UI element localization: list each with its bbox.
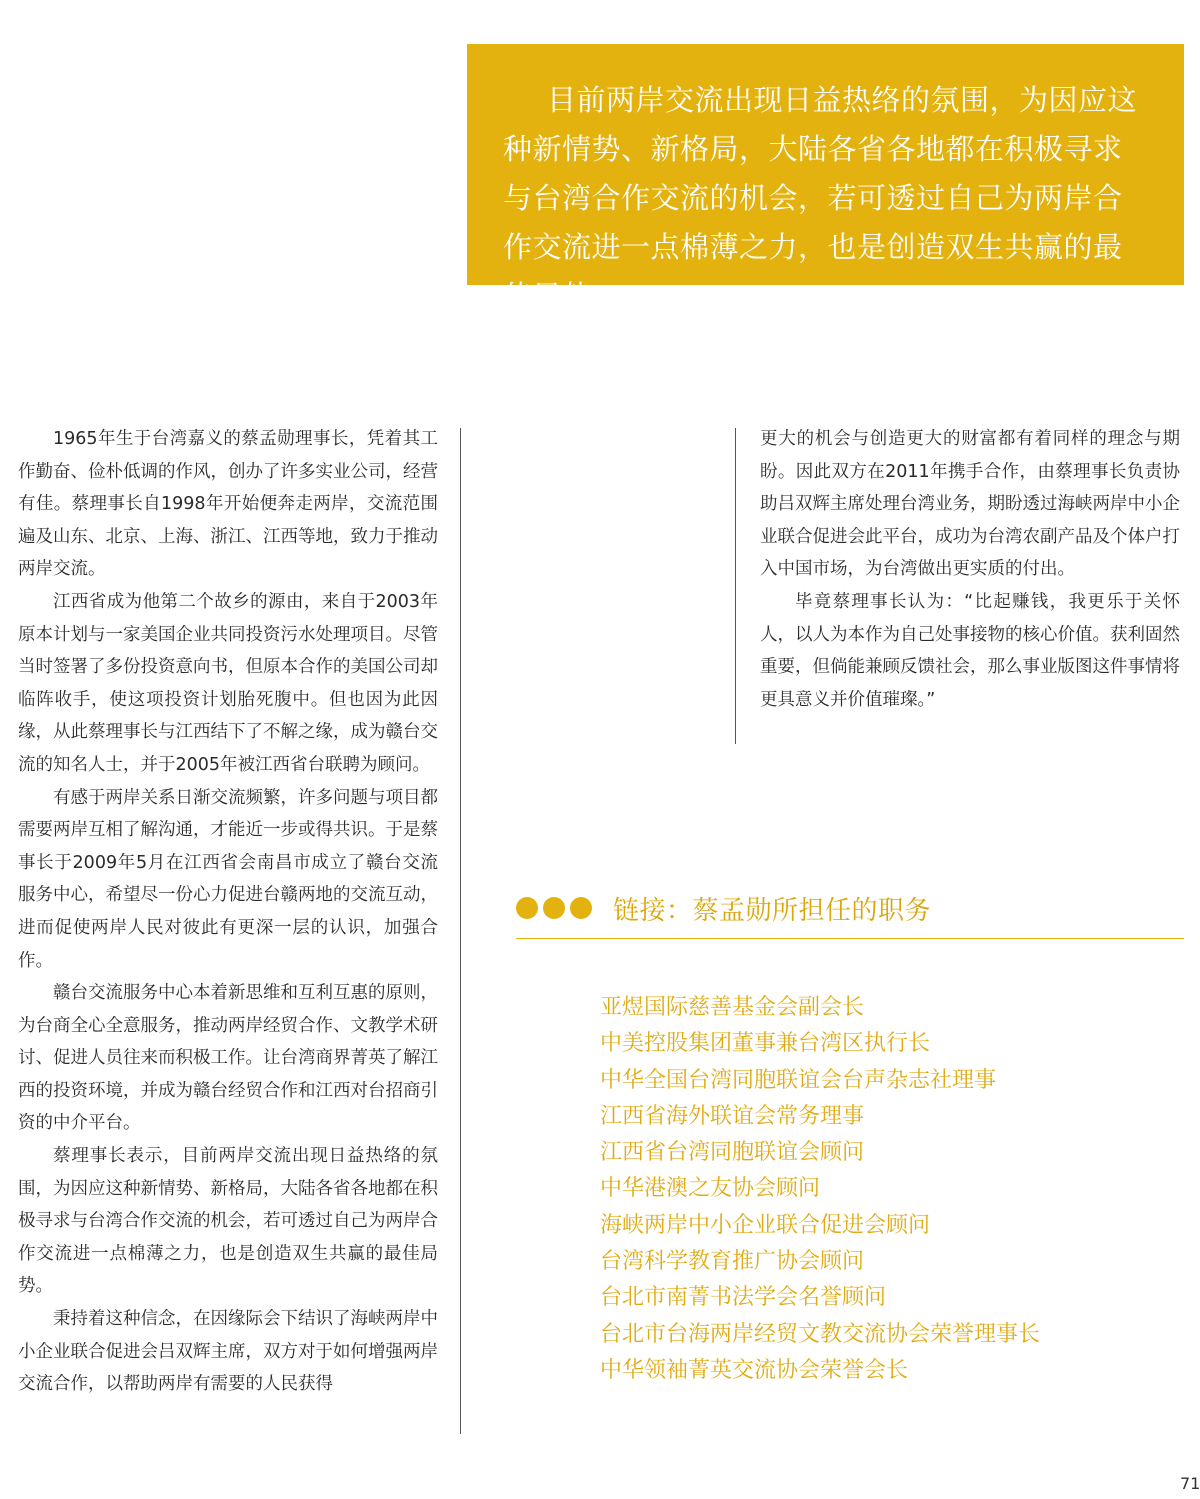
page-number: 71 xyxy=(1180,1474,1200,1493)
position-item: 江西省台湾同胞联谊会顾问 xyxy=(600,1140,865,1166)
pull-quote-text: 目前两岸交流出现日益热络的氛围，为因应这种新情势、新格局，大陆各省各地都在积极寻求与台湾合作交流的机会，若可透过自己为两岸合作交流进一点棉薄之力，也是创造双生共赢的最佳局势。 xyxy=(503,83,1138,313)
sidebar-header xyxy=(516,886,931,930)
article-column-right xyxy=(760,423,1180,716)
position-item: 江西省海外联谊会常务理事 xyxy=(600,1103,865,1129)
article-paragraph: 有感于两岸关系日渐交流频繁，许多问题与项目都需要两岸互相了解沟通，才能近一步或得共识。于是蔡事长于2009年5月在江西省会南昌市成立了赣台交流服务中心，希望尽一份心力促进台赣两地的交流互动，进而促使两岸人民对彼此有更深一层的认识，加强合作。 xyxy=(18,787,438,971)
article-paragraph: 毕竟蔡理事长认为：“比起赚钱，我更乐于关怀人，以人为本作为自己处事接物的核心价值。获利固然重要，但倘能兼顾反馈社会，那么事业版图这件事情将更具意义并价值璀璨。” xyxy=(760,591,1180,710)
article-paragraph: 赣台交流服务中心本着新思维和互利互惠的原则，为台商全心全意服务，推动两岸经贸合作、文教学术研讨、促进人员往来而积极工作。让台湾商界菁英了解江西的投资环境，并成为赣台经贸合作和江西对台招商引资的中介平台。 xyxy=(18,983,438,1134)
pull-quote-box xyxy=(467,44,1184,313)
sidebar-title: 链接：蔡孟勋所担任的职务 xyxy=(613,895,932,926)
article-paragraph: 秉持着这种信念，在因缘际会下结识了海峡两岸中小企业联合促进会吕双辉主席，双方对于如何增强两岸交流合作，以帮助两岸有需要的人民获得 xyxy=(18,1309,438,1395)
position-item: 台湾科学教育推广协会顾问 xyxy=(600,1249,865,1275)
article-paragraph: 1965年生于台湾嘉义的蔡孟勋理事长，凭着其工作勤奋、俭朴低调的作风，创办了许多实业公司，经营有佳。蔡理事长自1998年开始便奔走两岸，交流范围遍及山东、北京、上海、浙江、江西等地，致力于推动两岸交流。 xyxy=(18,429,438,580)
column-divider-right xyxy=(735,428,736,744)
article-paragraph-continued: 更大的机会与创造更大的财富都有着同样的理念与期盼。因此双方在2011年携手合作，由蔡理事长负责协助吕双辉主席处理台湾业务，期盼透过海峡两岸中小企业联合促进会此平台，成功为台湾农副产品及个体户打入中国市场，为台湾做出更实质的付出。 xyxy=(760,429,1180,580)
bullet-dot-icon xyxy=(543,897,565,919)
article-paragraph: 蔡理事长表示，目前两岸交流出现日益热络的氛围，为因应这种新情势、新格局，大陆各省各地都在积极寻求与台湾合作交流的机会，若可透过自己为两岸合作交流进一点棉薄之力，也是创造双生共赢的最佳局势。 xyxy=(18,1146,438,1297)
column-divider-left xyxy=(460,428,461,1434)
position-item: 中华全国台湾同胞联谊会台声杂志社理事 xyxy=(600,1067,997,1093)
bullet-dot-icon xyxy=(516,897,538,919)
position-item: 中华领袖菁英交流协会荣誉会长 xyxy=(600,1357,909,1383)
article-paragraph: 江西省成为他第二个故乡的源由，来自于2003年原本计划与一家美国企业共同投资污水处理项目。尽管当时签署了多份投资意向书，但原本合作的美国公司却临阵收手，使这项投资计划胎死腹中。但也因为此因缘，从此蔡理事长与江西结下了不解之缘，成为赣台交流的知名人士，并于2005年被江西省台联聘为顾问。 xyxy=(18,591,438,775)
bullet-dot-icon xyxy=(570,897,592,919)
position-item: 海峡两岸中小企业联合促进会顾问 xyxy=(600,1212,931,1238)
positions-list xyxy=(600,990,1040,1389)
position-item: 台北市南菁书法学会名誉顾问 xyxy=(600,1285,887,1311)
position-item: 中美控股集团董事兼台湾区执行长 xyxy=(600,1031,931,1057)
position-item: 亚煜国际慈善基金会副会长 xyxy=(600,995,865,1020)
article-column-left xyxy=(18,423,438,1401)
position-item: 台北市台海两岸经贸文教交流协会荣誉理事长 xyxy=(600,1321,1041,1347)
position-item: 中华港澳之友协会顾问 xyxy=(600,1176,821,1202)
sidebar-divider xyxy=(516,938,1184,939)
